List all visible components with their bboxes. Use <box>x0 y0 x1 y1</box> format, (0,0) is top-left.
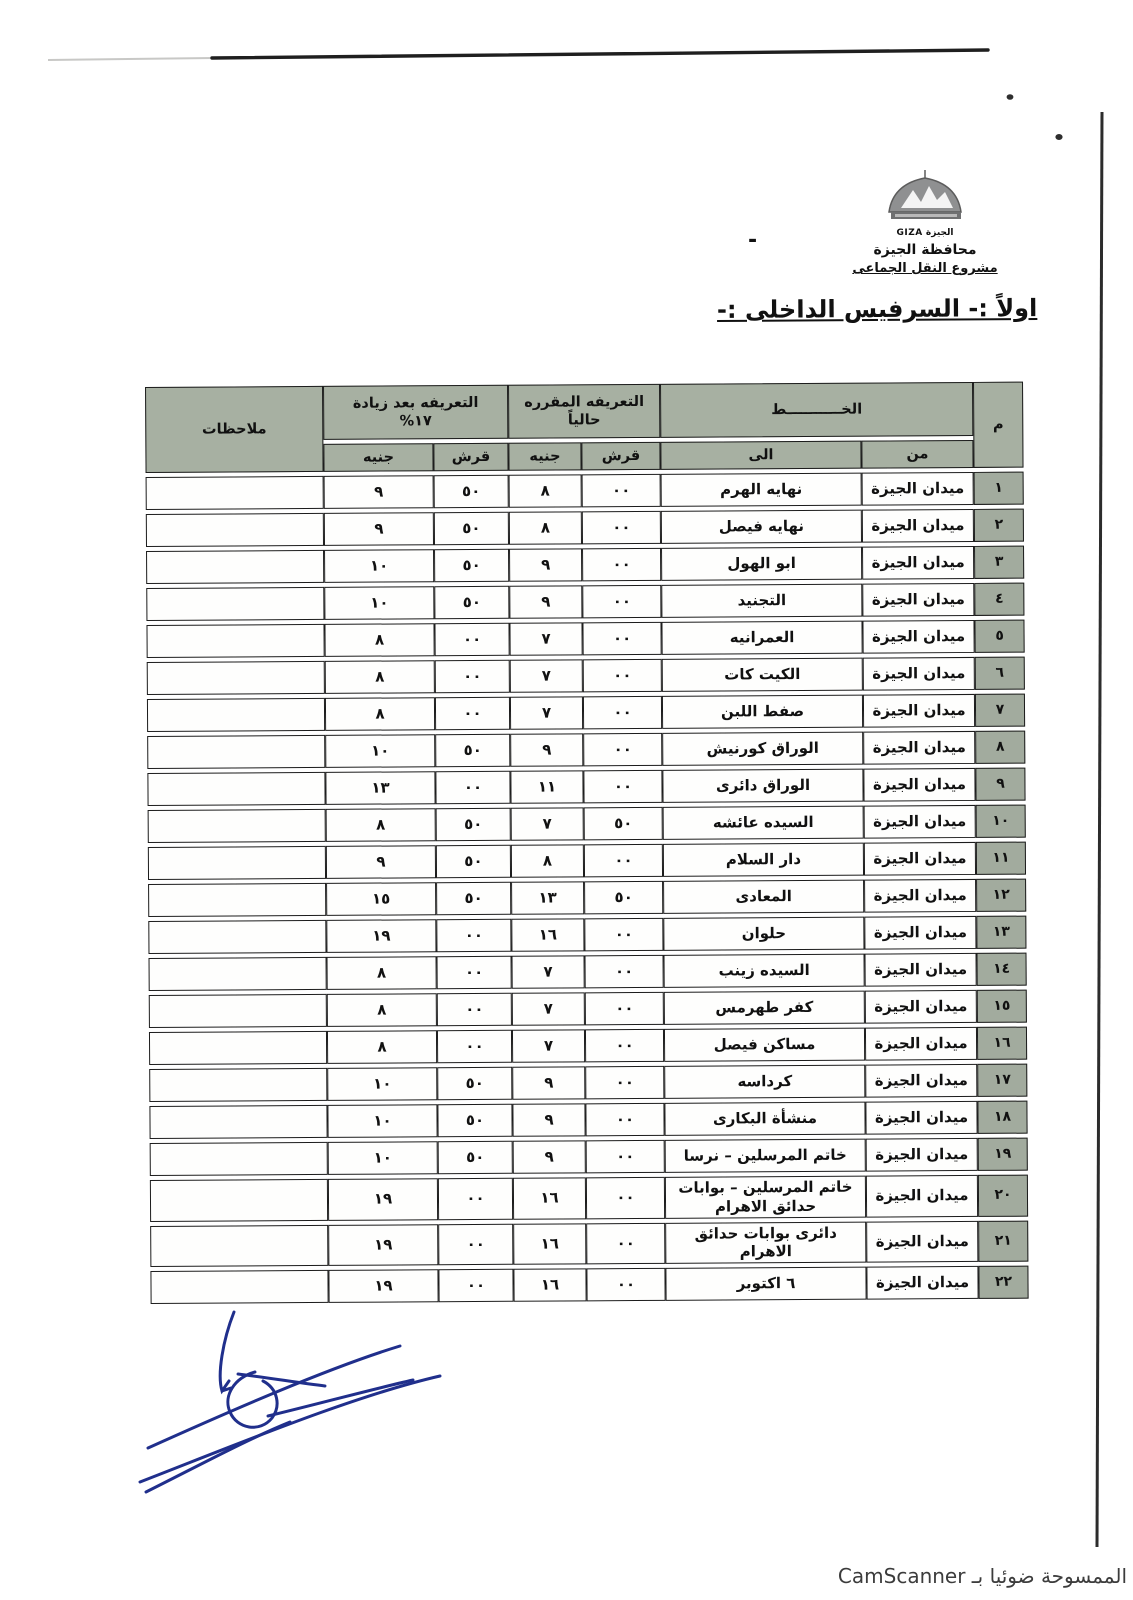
table-row <box>147 768 1025 806</box>
handwritten-signature <box>138 1296 598 1496</box>
current-qirsh-cell: ٠٠ <box>584 844 663 877</box>
increased-qirsh-cell: ٥٠ <box>434 475 509 508</box>
table-row <box>147 657 1025 695</box>
table-row <box>147 694 1025 732</box>
notes-cell <box>149 994 327 1028</box>
header-notes: ملاحظات <box>145 386 324 473</box>
from-cell: ميدان الجيزة <box>864 879 976 913</box>
current-geneh-cell: ٧ <box>511 807 584 840</box>
table-row <box>146 620 1024 658</box>
notes-cell <box>147 772 325 806</box>
notes-cell <box>149 1068 327 1102</box>
row-number-cell: ١١ <box>976 842 1026 875</box>
row-number-cell: ١٥ <box>977 990 1027 1023</box>
to-cell: صفط اللبن <box>662 695 863 729</box>
row-number-cell: ٢٠ <box>978 1175 1028 1217</box>
row-number-cell: ٦ <box>975 657 1025 690</box>
current-geneh-cell: ٧ <box>510 696 583 729</box>
from-cell: ميدان الجيزة <box>866 1138 978 1172</box>
from-cell: ميدان الجيزة <box>862 509 974 543</box>
row-number-cell: ١٩ <box>978 1138 1028 1171</box>
table-row <box>148 879 1026 917</box>
current-geneh-cell: ٩ <box>510 733 583 766</box>
current-geneh-cell: ٧ <box>509 622 582 655</box>
increased-qirsh-cell: ٥٠ <box>437 1104 512 1137</box>
notes-cell <box>148 846 326 880</box>
current-geneh-cell: ٩ <box>509 548 582 581</box>
to-cell: دائرى بوابات حدائق الاهرام <box>665 1221 866 1264</box>
giza-governorate-logo-icon <box>879 168 971 230</box>
from-cell: ميدان الجيزة <box>865 953 977 987</box>
increased-qirsh-cell: ٥٠ <box>436 845 511 878</box>
row-number-cell: ١٦ <box>977 1027 1027 1060</box>
increased-qirsh-cell: ٠٠ <box>437 956 512 989</box>
from-cell: ميدان الجيزة <box>865 1027 977 1061</box>
letterhead <box>835 168 1015 276</box>
row-number-cell: ١٨ <box>977 1101 1027 1134</box>
current-geneh-cell: ٨ <box>509 474 582 507</box>
increased-qirsh-cell: ٥٠ <box>434 549 509 582</box>
current-geneh-cell: ٧ <box>512 1029 585 1062</box>
notes-cell <box>146 513 324 547</box>
notes-cell <box>150 1224 328 1267</box>
increased-geneh-cell: ٨ <box>326 808 436 842</box>
to-cell: الكيت كات <box>662 658 863 692</box>
scan-edge-right <box>1097 112 1102 1547</box>
header-increased-geneh: جنيه <box>323 443 433 472</box>
increased-qirsh-cell: ٥٠ <box>434 586 509 619</box>
current-qirsh-cell: ٠٠ <box>586 1140 665 1173</box>
current-qirsh-cell: ٠٠ <box>582 511 661 544</box>
table-row <box>148 805 1026 843</box>
from-cell: ميدان الجيزة <box>862 472 974 506</box>
to-cell: خاتم المرسلين – بوابات حدائق الاهرام <box>665 1176 866 1219</box>
increased-qirsh-cell: ٥٠ <box>434 512 509 545</box>
increased-geneh-cell: ٩ <box>324 475 434 509</box>
increased-qirsh-cell: ٠٠ <box>438 1269 513 1302</box>
table-row <box>146 583 1024 621</box>
current-qirsh-cell: ٠٠ <box>586 1268 665 1301</box>
increased-qirsh-cell: ٥٠ <box>436 808 511 841</box>
from-cell: ميدان الجيزة <box>866 1175 978 1217</box>
increased-geneh-cell: ١٩ <box>328 1178 438 1220</box>
current-qirsh-cell: ٠٠ <box>582 474 661 507</box>
row-number-cell: ٤ <box>974 583 1024 616</box>
row-number-cell: ١ <box>974 472 1024 505</box>
current-qirsh-cell: ٠٠ <box>585 1103 664 1136</box>
to-cell: التجنيد <box>661 584 862 618</box>
from-cell: ميدان الجيزة <box>864 842 976 876</box>
increased-geneh-cell: ٨ <box>325 660 435 694</box>
current-qirsh-cell: ٠٠ <box>585 955 664 988</box>
increased-qirsh-cell: ٠٠ <box>438 1178 513 1220</box>
notes-cell <box>150 1142 328 1176</box>
current-geneh-cell: ٨ <box>511 844 584 877</box>
notes-cell <box>149 1105 327 1139</box>
current-geneh-cell: ٧ <box>512 992 585 1025</box>
notes-cell <box>147 698 325 732</box>
increased-qirsh-cell: ٥٠ <box>437 1067 512 1100</box>
header-to: الى <box>660 441 861 470</box>
current-qirsh-cell: ٥٠ <box>584 881 663 914</box>
to-cell: كفر طهرمس <box>664 991 865 1025</box>
increased-geneh-cell: ٨ <box>327 1030 437 1064</box>
current-qirsh-cell: ٠٠ <box>582 585 661 618</box>
increased-geneh-cell: ٨ <box>327 956 437 990</box>
increased-qirsh-cell: ٠٠ <box>435 771 510 804</box>
row-number-cell: ١٣ <box>976 916 1026 949</box>
to-cell: مساكن فيصل <box>664 1028 865 1062</box>
increased-geneh-cell: ١٩ <box>328 1224 438 1266</box>
increased-geneh-cell: ١٥ <box>326 882 436 916</box>
header-current-fare-group <box>508 384 660 439</box>
header-line-group: الخـــــــــــط <box>660 382 973 438</box>
current-geneh-cell: ٩ <box>512 1103 585 1136</box>
current-geneh-cell: ٧ <box>510 659 583 692</box>
increased-qirsh-cell: ٠٠ <box>438 1223 513 1265</box>
increased-geneh-cell: ١٠ <box>324 549 434 583</box>
table-row <box>149 1101 1027 1139</box>
to-cell: نهايه الهرم <box>661 473 862 507</box>
to-cell: المعادى <box>663 880 864 914</box>
current-qirsh-cell: ٠٠ <box>586 1222 665 1264</box>
to-cell: ٦ اكتوبر <box>665 1267 866 1301</box>
table-row <box>149 990 1027 1028</box>
row-number-cell: ٩ <box>975 768 1025 801</box>
row-number-cell: ٢٢ <box>978 1266 1028 1299</box>
row-number-cell: ٣ <box>974 546 1024 579</box>
increased-qirsh-cell: ٥٠ <box>435 734 510 767</box>
increased-geneh-cell: ١٠ <box>324 586 434 620</box>
current-geneh-cell: ٩ <box>509 585 582 618</box>
to-cell: السيده عائشه <box>663 806 864 840</box>
to-cell: حلوان <box>663 917 864 951</box>
notes-cell <box>149 957 327 991</box>
scan-speck <box>1055 134 1062 140</box>
increased-geneh-cell: ١٣ <box>325 771 435 805</box>
header-current-fare-line2: حالياً <box>567 412 601 429</box>
increased-qirsh-cell: ٠٠ <box>437 1030 512 1063</box>
current-geneh-cell: ١١ <box>510 770 583 803</box>
table-row <box>149 1027 1027 1065</box>
increased-qirsh-cell: ٠٠ <box>435 697 510 730</box>
current-geneh-cell: ٧ <box>512 955 585 988</box>
to-cell: كرداسه <box>664 1065 865 1099</box>
camscanner-credit: الممسوحة ضوئيا بـ CamScanner <box>837 1564 1127 1588</box>
logo-caption: الجيزة GIZA <box>896 228 954 238</box>
table-row <box>146 472 1024 510</box>
current-qirsh-cell: ٠٠ <box>586 1177 665 1219</box>
header-current-fare-line1: التعريفه المقرره <box>524 393 645 411</box>
to-cell: خاتم المرسلين – نرسا <box>665 1139 866 1173</box>
header-increased-qirsh: قرش <box>433 443 508 471</box>
increased-geneh-cell: ١٠ <box>327 1067 437 1101</box>
table-row <box>147 731 1025 769</box>
from-cell: ميدان الجيزة <box>864 916 976 950</box>
increased-geneh-cell: ٨ <box>327 993 437 1027</box>
header-from: من <box>861 440 973 469</box>
from-cell: ميدان الجيزة <box>865 1064 977 1098</box>
row-number-cell: ١٢ <box>976 879 1026 912</box>
notes-cell <box>150 1179 328 1222</box>
increased-qirsh-cell: ٠٠ <box>437 993 512 1026</box>
increased-qirsh-cell: ٠٠ <box>434 623 509 656</box>
from-cell: ميدان الجيزة <box>866 1266 978 1300</box>
increased-qirsh-cell: ٠٠ <box>436 919 511 952</box>
project-name: مشروع النقل الجماعى <box>852 261 998 276</box>
increased-geneh-cell: ١٩ <box>326 919 436 953</box>
header-row-groups <box>145 382 1023 441</box>
increased-geneh-cell: ١٠ <box>328 1141 438 1175</box>
increased-qirsh-cell: ٥٠ <box>436 882 511 915</box>
table-row <box>148 916 1026 954</box>
table-row <box>150 1220 1028 1267</box>
row-number-cell: ١٧ <box>977 1064 1027 1097</box>
governorate-name: محافظة الجيزة <box>873 242 977 258</box>
to-cell: الوراق كورنيش <box>662 732 863 766</box>
current-qirsh-cell: ٠٠ <box>583 733 662 766</box>
increased-geneh-cell: ٨ <box>325 697 435 731</box>
fare-table-container <box>145 378 1029 1308</box>
current-qirsh-cell: ٠٠ <box>585 1066 664 1099</box>
section-title: اولاً :- السرفيس الداخلى :- <box>716 294 1038 324</box>
scan-speck <box>1007 94 1014 100</box>
table-row <box>146 509 1024 547</box>
header-increased-fare-group <box>323 385 508 440</box>
increased-geneh-cell: ١٠ <box>327 1104 437 1138</box>
notes-cell <box>146 624 324 658</box>
increased-geneh-cell: ٩ <box>326 845 436 879</box>
increased-geneh-cell: ٩ <box>324 512 434 546</box>
increased-qirsh-cell: ٥٠ <box>438 1141 513 1174</box>
table-row <box>150 1175 1028 1222</box>
notes-cell <box>149 1031 327 1065</box>
current-qirsh-cell: ٠٠ <box>585 1029 664 1062</box>
notes-cell <box>147 661 325 695</box>
from-cell: ميدان الجيزة <box>863 694 975 728</box>
current-qirsh-cell: ٠٠ <box>583 659 662 692</box>
increased-geneh-cell: ٨ <box>324 623 434 657</box>
from-cell: ميدان الجيزة <box>862 620 974 654</box>
to-cell: السيده زينب <box>664 954 865 988</box>
header-current-qirsh: قرش <box>581 442 660 470</box>
row-number-cell: ٢١ <box>978 1220 1028 1262</box>
notes-cell <box>146 587 324 621</box>
header-num: م <box>973 382 1024 468</box>
row-number-cell: ١٠ <box>976 805 1026 838</box>
table-row <box>149 1064 1027 1102</box>
table-row <box>146 546 1024 584</box>
notes-cell <box>146 476 324 510</box>
from-cell: ميدان الجيزة <box>863 657 975 691</box>
from-cell: ميدان الجيزة <box>864 805 976 839</box>
row-number-cell: ٢ <box>974 509 1024 542</box>
to-cell: العمرانيه <box>661 621 862 655</box>
current-qirsh-cell: ٠٠ <box>582 622 661 655</box>
table-row <box>148 842 1026 880</box>
handwritten-dash: - <box>748 228 758 253</box>
current-geneh-cell: ١٦ <box>513 1177 586 1219</box>
table-row <box>149 953 1027 991</box>
fare-table-body <box>146 472 1029 1304</box>
to-cell: الوراق دائرى <box>662 769 863 803</box>
header-increased-fare-line1: التعريفه بعد زيادة <box>352 394 479 412</box>
notes-cell <box>146 550 324 584</box>
from-cell: ميدان الجيزة <box>862 583 974 617</box>
fare-table <box>145 378 1029 1308</box>
scan-edge-top-light <box>48 58 214 60</box>
header-increased-fare-line2: ١٧% <box>399 413 432 430</box>
header-current-geneh: جنيه <box>508 442 581 470</box>
notes-cell <box>148 920 326 954</box>
scan-edge-top-dark <box>212 50 988 58</box>
increased-qirsh-cell: ٠٠ <box>435 660 510 693</box>
current-geneh-cell: ٨ <box>509 511 582 544</box>
to-cell: منشأة البكارى <box>664 1102 865 1136</box>
row-number-cell: ١٤ <box>977 953 1027 986</box>
row-number-cell: ٨ <box>975 731 1025 764</box>
from-cell: ميدان الجيزة <box>863 731 975 765</box>
from-cell: ميدان الجيزة <box>865 990 977 1024</box>
current-geneh-cell: ١٦ <box>511 918 584 951</box>
current-geneh-cell: ١٣ <box>511 881 584 914</box>
current-geneh-cell: ١٦ <box>513 1223 586 1265</box>
table-row <box>150 1138 1028 1176</box>
current-qirsh-cell: ٥٠ <box>584 807 663 840</box>
to-cell: دار السلام <box>663 843 864 877</box>
current-qirsh-cell: ٠٠ <box>585 992 664 1025</box>
notes-cell <box>148 809 326 843</box>
current-qirsh-cell: ٠٠ <box>582 548 661 581</box>
row-number-cell: ٧ <box>975 694 1025 727</box>
notes-cell <box>148 883 326 917</box>
from-cell: ميدان الجيزة <box>863 768 975 802</box>
notes-cell <box>147 735 325 769</box>
current-geneh-cell: ٩ <box>513 1140 586 1173</box>
increased-geneh-cell: ١٠ <box>325 734 435 768</box>
current-qirsh-cell: ٠٠ <box>583 770 662 803</box>
current-qirsh-cell: ٠٠ <box>583 696 662 729</box>
from-cell: ميدان الجيزة <box>866 1220 978 1262</box>
to-cell: ابو الهول <box>661 547 862 581</box>
current-geneh-cell: ٩ <box>512 1066 585 1099</box>
row-number-cell: ٥ <box>974 620 1024 653</box>
from-cell: ميدان الجيزة <box>862 546 974 580</box>
increased-geneh-cell: ١٩ <box>328 1269 438 1303</box>
to-cell: نهايه فيصل <box>661 510 862 544</box>
from-cell: ميدان الجيزة <box>865 1101 977 1135</box>
current-geneh-cell: ١٦ <box>513 1268 586 1301</box>
current-qirsh-cell: ٠٠ <box>584 918 663 951</box>
